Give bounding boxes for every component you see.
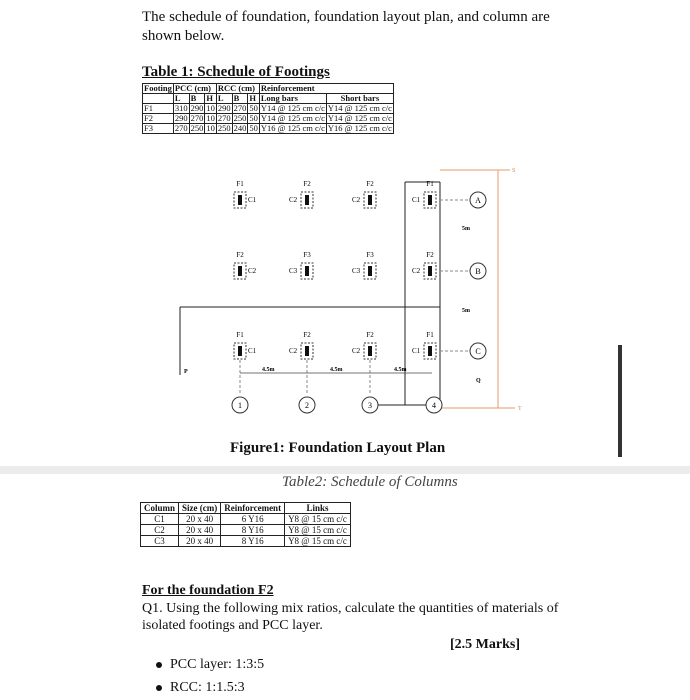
table1-sub-cell: L [216,94,232,104]
footing-label: F1 [236,331,244,339]
table-cell: 250 [190,123,204,133]
table1-title: Table 1: Schedule of Footings [142,64,330,80]
table-cell: Y8 @ 15 cm c/c [285,525,351,536]
column-label: C2 [289,347,298,355]
table-cell: C3 [141,536,179,547]
bullet-text: RCC: 1:1.5:3 [170,680,245,695]
figure-caption: Figure1: Foundation Layout Plan [230,440,446,456]
bullet-item [156,657,264,673]
point-label-T: T [518,406,522,412]
section-heading: For the foundation F2 [142,583,274,598]
grid-bubble-B [470,263,486,279]
table-cell: Y16 @ 125 cm c/c [327,123,392,133]
table-cell: Y14 @ 125 cm c/c [327,113,392,123]
footing-label: F2 [426,251,434,259]
grid-number: 4 [432,401,436,410]
table-cell: Y8 @ 15 cm c/c [285,536,351,547]
table1-row [143,104,394,114]
table2-header-row [141,503,351,514]
table1-sub-cell: B [189,94,205,104]
table-cell: Y14 @ 125 cm c/c [260,103,325,113]
grid-bubble-A [470,192,486,208]
table-cell: F1 [143,104,174,114]
table-cell: 20 x 40 [179,525,221,536]
column-schedule-table [140,502,351,547]
table1-header-row [143,84,394,94]
point-label-S: S [512,168,516,174]
table1-header-cell: RCC (cm) [216,84,259,94]
table-cell: 10 [206,123,215,133]
table1-sub-cell: H [205,94,217,104]
footing-label: F3 [303,251,311,259]
table-cell: 6 Y16 [221,514,285,525]
table-cell: 50 [249,103,258,113]
table-cell: Y14 @ 125 cm c/c [327,103,392,113]
dimension-label: 5m [462,308,470,314]
grid-letter: A [475,196,481,205]
table-cell: 290 [190,103,204,113]
table2-title: Table2: Schedule of Columns [282,474,458,490]
grid-bubble-C [470,343,486,359]
table-cell: 250 [217,123,231,133]
footing-F2-C2 [412,251,436,279]
table2-row [141,525,351,536]
table2-row [141,514,351,525]
grid-bubble-3 [362,397,378,413]
point-label-P: P [184,369,188,375]
bullet-item [156,680,245,696]
dimension-label: 4.5m [262,367,275,373]
table-cell: 270 [217,113,231,123]
column-label: C3 [352,267,361,275]
table1-header-cell: PCC (cm) [173,84,216,94]
table1-header-cell: Footing [144,83,172,93]
footing-F2-C2 [289,331,313,359]
table-cell: F2 [143,114,174,124]
marks-label: [2.5 Marks] [450,637,520,652]
column-label: C1 [412,196,421,204]
table1-sub-cell: Short bars [326,94,393,104]
footing-schedule-table [142,83,394,134]
table1-header-cell: Reinforcement [259,84,393,94]
dimension-label: 4.5m [330,367,343,373]
footing-label: F1 [236,180,244,188]
grid-number: 1 [238,401,242,410]
table-cell: 20 x 40 [179,536,221,547]
footing-label: F2 [366,180,374,188]
column-label: C1 [248,347,257,355]
table1-subheader-row [143,94,394,104]
bullet-icon [156,662,162,668]
table1-sub-cell: L [173,94,189,104]
table1-sub-cell: B [232,94,248,104]
foundation-layout-plan [140,160,540,435]
table-cell: Y8 @ 15 cm c/c [285,514,351,525]
table2-header-cell: Size (cm) [179,503,221,514]
table-cell: F3 [143,124,174,134]
table1-sub-cell: H [248,94,260,104]
column-label: C3 [289,267,298,275]
column-label: C2 [352,347,361,355]
bullet-text: PCC layer: 1:3:5 [170,657,265,672]
footing-F2-C2 [352,331,376,359]
table-cell: Y16 @ 125 cm c/c [260,123,325,133]
column-label: C1 [248,196,257,204]
grid-bubble-1 [232,397,248,413]
table-cell: 10 [206,113,215,123]
section-divider [0,466,690,474]
table-cell: 270 [233,103,247,113]
question-text: Q1. Using the following mix ratios, calculate the quantities of materials of isolated footings and PCC layer. [142,601,559,633]
table-cell: C1 [141,514,179,525]
table-cell: 290 [217,103,231,113]
column-label: C2 [289,196,298,204]
grid-bubble-4 [426,397,442,413]
table-cell: 50 [249,123,258,133]
column-label: C2 [248,267,257,275]
footing-label: F2 [366,331,374,339]
column-label: C1 [412,347,421,355]
table1-row [143,124,394,134]
table2-row [141,536,351,547]
footing-F3-C3 [289,251,313,279]
point-label-Q: Q [476,378,481,384]
footing-F1-C1 [234,331,257,359]
table-cell: 270 [190,113,204,123]
intro-text: The schedule of foundation, foundation layout plan, and column are shown below. [142,9,550,44]
footing-F3-C3 [352,251,376,279]
footing-label: F1 [426,331,434,339]
table-cell: 310 [174,103,188,113]
footing-label: F1 [426,180,434,188]
dimension-label: 4.5m [394,367,407,373]
footing-label: F2 [236,251,244,259]
table-cell: 290 [174,113,188,123]
footing-F2-C2 [289,180,313,208]
dimension-label: 5m [462,226,470,232]
table-cell: 10 [206,103,215,113]
table-cell: C2 [141,525,179,536]
footing-label: F3 [366,251,374,259]
table-cell: 8 Y16 [221,525,285,536]
table2-header-cell: Links [285,503,351,514]
footing-F1-C1 [412,331,436,359]
grid-letter: C [475,347,481,356]
footing-F2-C2 [234,251,257,279]
column-label: C2 [352,196,361,204]
scrollbar[interactable] [618,345,622,457]
table-cell: 270 [174,123,188,133]
table2-header-cell: Column [141,503,179,514]
table-cell: 50 [249,113,258,123]
table-cell: Y14 @ 125 cm c/c [260,113,325,123]
footing-label: F2 [303,331,311,339]
footing-label: F2 [303,180,311,188]
table-cell: 250 [233,113,247,123]
table-cell: 240 [233,123,247,133]
bullet-icon [156,685,162,691]
grid-number: 2 [305,401,309,410]
table-cell: 20 x 40 [179,514,221,525]
table2-header-cell: Reinforcement [221,503,285,514]
grid-letter: B [475,267,481,276]
table1-row [143,114,394,124]
footing-F1-C1 [412,180,436,208]
table-cell: 8 Y16 [221,536,285,547]
table1-sub-cell: Long bars [259,94,326,104]
footing-F1-C1 [234,180,257,208]
footing-F2-C2 [352,180,376,208]
grid-bubble-2 [299,397,315,413]
column-label: C2 [412,267,421,275]
grid-number: 3 [368,401,372,410]
